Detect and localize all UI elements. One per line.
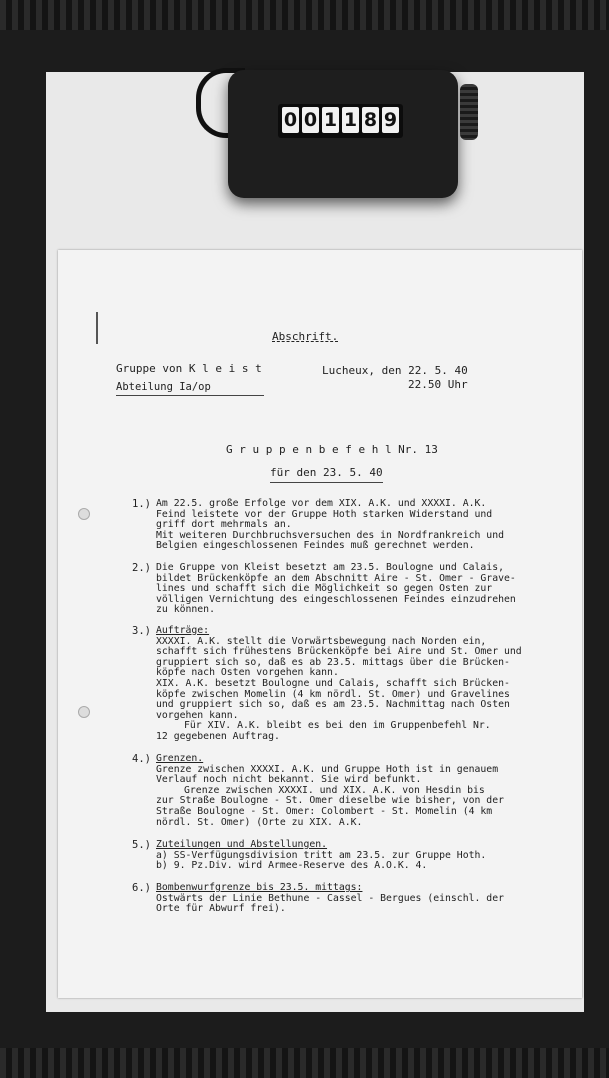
section-line: Für XIV. A.K. bleibt es bei den im Gruppenbefehl Nr. (184, 720, 491, 732)
section-line: gruppiert sich so, daß es ab 23.5. mittags über die Brücken- (156, 656, 510, 668)
section-number: 3.) (132, 625, 151, 637)
section-line: XXXXI. A.K. stellt die Vorwärtsbewegung nach Norden ein, (156, 635, 487, 647)
film-edge-top (0, 0, 609, 30)
section-heading: Zuteilungen und Abstellungen. (156, 839, 328, 850)
section-line: Grenze zwischen XXXXI. und XIX. A.K. von Hesdin bis (184, 784, 485, 796)
section-line: Verlauf noch nicht bekannt. Sie wird befunkt. (156, 774, 422, 786)
section-4 (156, 754, 568, 828)
section-heading: Grenzen. (156, 753, 204, 764)
section-line: a) SS-Verfügungsdivision tritt am 23.5. zur Gruppe Hoth. (156, 849, 487, 861)
section-line: Mit weiteren Durchbruchsversuchen des in Nordfrankreich und (156, 529, 504, 541)
section-number: 2.) (132, 562, 151, 574)
section-5 (156, 840, 568, 872)
section-line: köpfe zwischen Momelin (4 km nördl. St. Omer) und Gravelines (156, 688, 510, 700)
counter-display (278, 104, 403, 138)
section-line: zur Straße Boulogne - St. Omer dieselbe wie bisher, von der (156, 795, 504, 807)
section-line: Belgien eingeschlossenen Feindes muß gerechnet werden. (156, 540, 475, 552)
section-line: vorgehen kann. (156, 709, 239, 721)
document-body (58, 250, 582, 998)
section-number: 1.) (132, 498, 151, 510)
section-line: Orte für Abwurf frei). (156, 903, 286, 915)
section-line: Ostwärts der Linie Bethune - Cassel - Bergues (einschl. der (156, 892, 504, 904)
punch-hole (78, 706, 90, 718)
section-6 (156, 883, 568, 915)
counter-knob (460, 84, 478, 140)
counter-digit: 8 (363, 109, 378, 131)
section-number: 6.) (132, 882, 151, 894)
section-line: Die Gruppe von Kleist besetzt am 23.5. Boulogne und Calais, (156, 562, 504, 573)
page-title: Abschrift. (272, 330, 339, 343)
counter-digit: 1 (323, 109, 338, 131)
margin-mark (96, 312, 98, 344)
section-line: und gruppiert sich so, daß es am 23.5. Nachmittag nach Osten (156, 699, 510, 711)
section-line: Straße Boulogne - St. Omer: Colombert - St. Momelin (4 km (156, 805, 493, 817)
section-line: Grenze zwischen XXXXI. A.K. und Gruppe Hoth ist in genauem (156, 763, 499, 775)
frame-counter (228, 70, 458, 198)
sender: Gruppe von K l e i s t (116, 362, 262, 375)
section-heading: Bombenwurfgrenze bis 23.5. mittags: (156, 882, 363, 893)
section-1 (156, 499, 568, 552)
section-line: zu können. (156, 604, 215, 616)
section-line: Am 22.5. große Erfolge vor dem XIX. A.K. und XXXXI. A.K. (156, 498, 487, 509)
punch-hole (78, 508, 90, 520)
section-line: köpfe nach Osten vorgehen kann. (156, 667, 339, 679)
section-heading: Aufträge: (156, 625, 210, 636)
place-date: Lucheux, den 22. 5. 40 (322, 364, 468, 377)
section-line: 12 gegebenen Auftrag. (156, 730, 280, 742)
document-page (58, 250, 582, 998)
section-line: lines und schafft sich die Möglichkeit so gegen Osten zur (156, 583, 493, 595)
section-line: schafft sich frühestens Brückenköpfe bei Aire und St. Omer und (156, 646, 522, 658)
order-date: für den 23. 5. 40 (270, 468, 383, 483)
section-3 (156, 626, 568, 743)
time: 22.50 Uhr (408, 378, 468, 391)
section-2 (156, 563, 568, 616)
order-title: G r u p p e n b e f e h l Nr. 13 (226, 443, 438, 456)
counter-digit: 0 (303, 109, 318, 131)
section-line: Feind leistete vor der Gruppe Hoth starken Widerstand und (156, 508, 493, 520)
counter-digit: 1 (343, 109, 358, 131)
section-line: b) 9. Pz.Div. wird Armee-Reserve des A.O.K. 4. (156, 860, 428, 872)
counter-digit: 9 (383, 109, 398, 131)
section-number: 5.) (132, 839, 151, 851)
section-line: bildet Brückenköpfe an dem Abschnitt Aire - St. Omer - Grave- (156, 572, 516, 584)
section-number: 4.) (132, 753, 151, 765)
department: Abteilung Ia/op (116, 382, 264, 396)
section-line: völligen Vernichtung des eingeschlossenen Feindes einzudrehen (156, 593, 516, 605)
section-line: XIX. A.K. besetzt Boulogne und Calais, schafft sich Brücken- (156, 677, 510, 689)
section-line: nördl. St. Omer) (Orte zu XIX. A.K. (156, 816, 363, 828)
counter-digit: 0 (283, 109, 298, 131)
section-line: griff dort mehrmals an. (156, 519, 292, 531)
film-edge-bottom (0, 1048, 609, 1078)
